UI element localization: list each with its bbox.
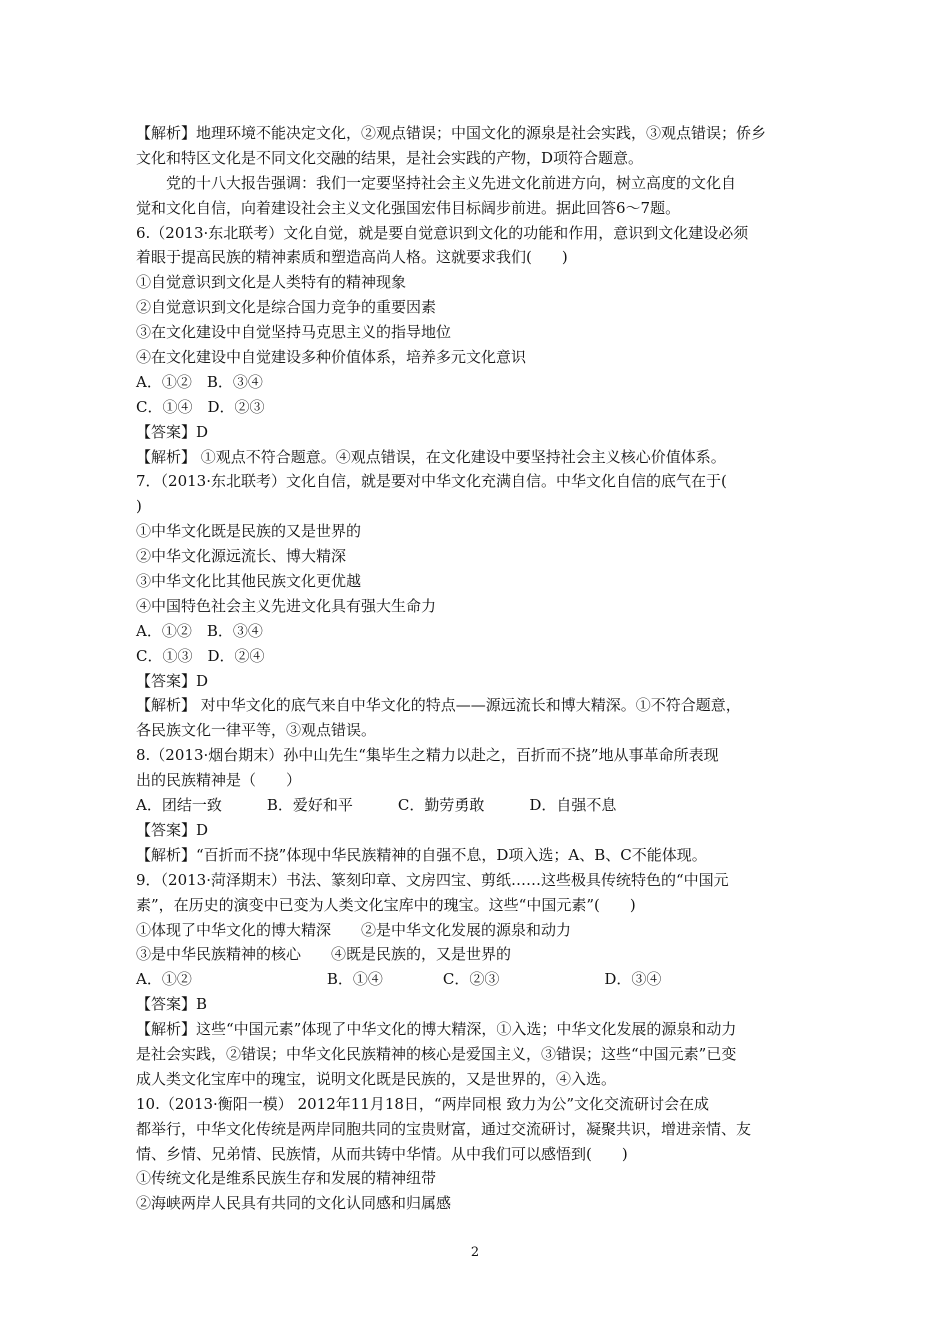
question-9-stem: 9．（2013·菏泽期末）书法、篆刻印章、文房四宝、剪纸……这些极具传统特色的“中国元 xyxy=(136,870,729,889)
question-6-options: C．①④ D．②③ xyxy=(136,397,265,416)
question-6-answer: 【答案】D xyxy=(136,422,209,441)
question-9-statement: ①体现了中华文化的博大精深 ②是中华文化发展的源泉和动力 xyxy=(136,920,572,939)
question-6-options: A．①② B．③④ xyxy=(136,372,263,391)
question-9-stem: 素”，在历史的演变中已变为人类文化宝库中的瑰宝。这些“中国元素”( ) xyxy=(136,895,636,914)
question-7-analysis: 【解析】 对中华文化的底气来自中华文化的特点——源远流长和博大精深。①不符合题意， xyxy=(136,696,741,715)
question-7-options: C．①③ D．②④ xyxy=(136,646,265,665)
intro-paragraph-line: 党的十八大报告强调：我们一定要坚持社会主义先进文化前进方向，树立高度的文化自 xyxy=(166,173,737,192)
question-6-analysis: 【解析】 ①观点不符合题意。④观点错误，在文化建设中要坚持社会主义核心价值体系。 xyxy=(136,447,726,466)
question-9-options: A．①② B．①④ C．②③ D．③④ xyxy=(136,970,662,989)
question-7-statement: ③中华文化比其他民族文化更优越 xyxy=(136,572,362,591)
question-6-statement: ②自觉意识到文化是综合国力竞争的重要因素 xyxy=(136,298,437,317)
analysis-line: 【解析】地理环境不能决定文化，②观点错误；中国文化的源泉是社会实践，③观点错误；侨乡 xyxy=(136,124,767,142)
question-8-stem: 出的民族精神是（ ） xyxy=(136,771,302,790)
question-9-analysis: 【解析】这些“中国元素”体现了中华文化的博大精深，①入选；中华文化发展的源泉和动力 xyxy=(136,1020,737,1039)
question-7-stem: ) xyxy=(136,497,142,516)
question-8-options: A．团结一致 B．爱好和平 C．勤劳勇敢 D．自强不息 xyxy=(136,796,617,815)
question-8-stem: 8.（2013·烟台期末）孙中山先生“集毕生之精力以赴之，百折而不挠”地从事革命所表现 xyxy=(136,746,719,765)
question-7-analysis: 各民族文化一律平等，③观点错误。 xyxy=(136,721,377,740)
question-9-analysis: 是社会实践，②错误；中华文化民族精神的核心是爱国主义，③错误；这些“中国元素”已变 xyxy=(136,1044,737,1063)
question-10-stem: 都举行，中华文化传统是两岸同胞共同的宝贵财富，通过交流研讨，凝聚共识，增进亲情、友 xyxy=(136,1119,752,1138)
question-7-statement: ①中华文化既是民族的又是世界的 xyxy=(136,522,362,541)
question-9-answer: 【答案】B xyxy=(136,995,208,1014)
question-6-statement: ①自觉意识到文化是人类特有的精神现象 xyxy=(136,273,407,292)
question-9-statement: ③是中华民族精神的核心 ④既是民族的，又是世界的 xyxy=(136,945,512,964)
question-10-statement: ①传统文化是维系民族生存和发展的精神纽带 xyxy=(136,1169,437,1188)
question-8-analysis: 【解析】“百折而不挠”体现中华民族精神的自强不息，D项入选；A、B、C不能体现。 xyxy=(136,845,707,864)
question-10-stem: 10.（2013·衡阳一模） 2012年11月18日，“两岸同根 致力为公”文化交流研讨会在成 xyxy=(136,1094,710,1113)
question-6-stem: 6.（2013·东北联考）文化自觉，就是要自觉意识到文化的功能和作用，意识到文化建设必须 xyxy=(136,223,749,242)
question-7-statement: ④中国特色社会主义先进文化具有强大生命力 xyxy=(136,596,437,615)
question-7-answer: 【答案】D xyxy=(136,671,209,690)
intro-paragraph-line: 觉和文化自信，向着建设社会主义文化强国宏伟目标阔步前进。据此回答6～7题。 xyxy=(136,198,681,217)
question-9-analysis: 成人类文化宝库中的瑰宝，说明文化既是民族的，又是世界的，④入选。 xyxy=(136,1069,617,1088)
question-10-stem: 情、乡情、兄弟情、民族情，从而共铸中华情。从中我们可以感悟到( ) xyxy=(136,1144,628,1163)
analysis-line: 文化和特区文化是不同文化交融的结果，是社会实践的产物，D项符合题意。 xyxy=(136,148,644,167)
question-8-answer: 【答案】D xyxy=(136,820,209,839)
page-number: 2 xyxy=(470,1245,480,1260)
question-7-stem: 7．（2013·东北联考）文化自信，就是要对中华文化充满自信。中华文化自信的底气在于( xyxy=(136,472,727,491)
question-6-stem: 着眼于提高民族的精神素质和塑造高尚人格。这就要求我们( ) xyxy=(136,248,568,267)
question-6-statement: ④在文化建设中自觉建设多种价值体系，培养多元文化意识 xyxy=(136,348,527,367)
question-6-statement: ③在文化建设中自觉坚持马克思主义的指导地位 xyxy=(136,323,452,342)
question-10-statement: ②海峡两岸人民具有共同的文化认同感和归属感 xyxy=(136,1194,452,1213)
document-body xyxy=(136,121,816,1216)
question-7-options: A．①② B．③④ xyxy=(136,621,263,640)
question-7-statement: ②中华文化源远流长、博大精深 xyxy=(136,547,347,566)
